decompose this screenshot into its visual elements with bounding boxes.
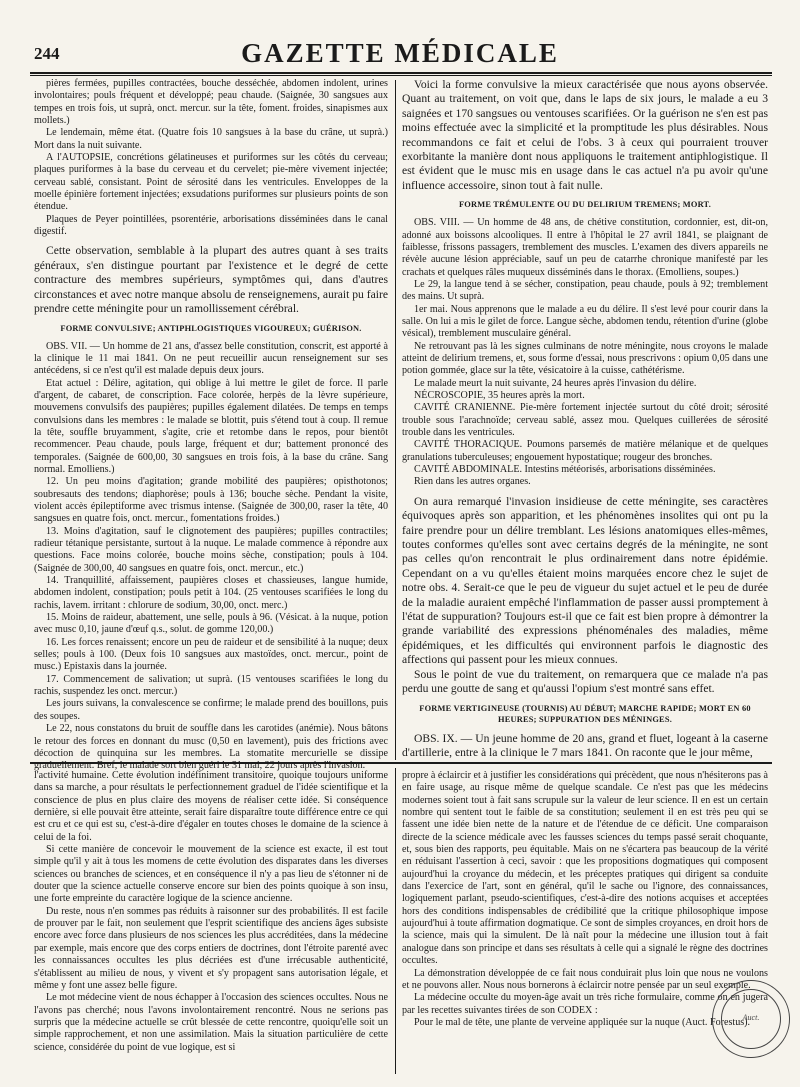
feuilleton-paragraph: La démonstration développée de ce fait nous conduirait plus loin que nous ne voulons et ne pouvons aller. Nous nous bornerons à éclaircir notre pensée par un seul exemple. bbox=[402, 967, 768, 991]
case-paragraph: pières fermées, pupilles contractées, bouche desséchée, abdomen indolent, urines involontaires; pouls fréquent et développé; peau chaude. (Saignée, 30 sangsues aux tempes en trois fois, ut suprà, onct. mercur. sur la tête, foment. froides, sinapismes aux mollets.) bbox=[34, 78, 388, 127]
feuilleton-paragraph: Du reste, nous n'en sommes pas réduits à raisonner sur des probabilités. Il est facile de prouver par le fait, non seulement que l'esprit scientifique des anciens âges subsiste encore avec force dans plusieurs de nos sciences les plus accréditées, dans la médecine par exemple, mais encore que des corps entiers de doctrines, dont l'étroite parenté avec les connaissances occultes les plus décriées est d'une irrécusable authenticité, s'établissent au milieu de nous, y vivent et s'y propagent sans autorisation légale, et même y font une assez belle figure. bbox=[34, 905, 388, 991]
commentary-paragraph: Cette observation, semblable à la plupart des autres quant à ses traits généraux, s'en distingue pourtant par l'existence et le degré de cette contracture des membres supérieurs, symptômes qui, dans d'autres circonstances et avec notre manque absolu de renseignemens, aurait pu faire prendre cette méningite pour un ramollissement cérébral. bbox=[34, 244, 388, 316]
observation-8-paragraph: NÉCROSCOPIE, 35 heures après la mort. bbox=[414, 390, 585, 402]
column-divider-upper bbox=[395, 80, 396, 760]
observation-7-paragraph: Le 22, nous constatons du bruit de souffle dans les carotides (anémie). Nous bâtons le retour des forces en donnant du musc (0,50 en lavement), puis des frictions avec décoction de quinquina sur les membres. La stomatite mercurielle se dissipe graduellement. Bref, le malade sort bien guéri le 31 mai, 22 jours après l'invasion. bbox=[34, 723, 388, 772]
lower-left-column bbox=[34, 770, 388, 1074]
journal-title: GAZETTE MÉDICALE bbox=[241, 38, 559, 68]
upper-left-column bbox=[34, 78, 388, 772]
observation-8-paragraph: CAVITÉ THORACIQUE. Poumons parsemés de matière mélanique et de quelques granulations tuberculeuses; engouement hypostatique; rougeur des bronches. bbox=[402, 439, 768, 463]
section-heading-convulsive: FORME CONVULSIVE; ANTIPHLOGISTIQUES VIGOUREUX; GUÉRISON. bbox=[60, 323, 362, 333]
observation-7-intro: OBS. VII. — Un homme de 21 ans, d'assez belle constitution, conscrit, est apporté à la clinique le 11 mai 1841. On ne peut recueillir aucun renseignement sur ses antécédens, si ce n'est qu'il est malade depuis deux jours. bbox=[34, 340, 388, 377]
commentary-paragraph: On aura remarqué l'invasion insidieuse de cette méningite, ses caractères équivoques après son apparition, et les phénomènes insolites qui ont pu la faire prendre pour un délire tremblant. Les lésions anatomiques elles-mêmes, toutes conformes qu'elles sont avec certains degrés de la méningite, ne sont pas celles qu'on rencontrait le plus ordinairement dans notre épidémie. Cependant on a vu qu'elles étaient moins marquées encore chez le sujet de notre obs. 4. Serait-ce que le peu de vigueur du sujet actuel et le peu de durée de la maladie auraient empêché l'inflammation de passer aussi promptement à l'état de suppuration? Toujours est-il que ce fait est bien propre à démontrer la grande variabilité des expressions phénoménales des maladies, même épidémiques, et les difficultés qui environnent parfois le diagnostic des affections qui passent pour les mieux connues. bbox=[402, 494, 768, 667]
section-heading-tremulente: FORME TRÉMULENTE OU DU DELIRIUM TREMENS; MORT. bbox=[458, 200, 712, 210]
observation-7-paragraph: 14. Tranquillité, affaissement, paupières closes et chassieuses, langue humide, abdomen indolent, constipation; pouls petit à 104. (25 ventouses scarifiées le long du rachis, lavem. irritant : chlorure de sodium, 30,00, onct. merc.) bbox=[34, 575, 388, 611]
observation-7-paragraph: Les jours suivans, la convalescence se confirme; le malade prend des bouillons, puis des soupes. bbox=[34, 698, 388, 722]
column-divider-lower bbox=[395, 768, 396, 1074]
feuilleton-paragraph: Pour le mal de tête, une plante de verveine appliquée sur la nuque (Auct. Forestus). bbox=[414, 1016, 751, 1028]
observation-8-paragraph: Le 29, la langue tend à se sécher, constipation, peau chaude, pouls à 92; tremblement des mains. Ut suprà. bbox=[402, 278, 768, 303]
observation-7-paragraph: Etat actuel : Délire, agitation, qui oblige à lui mettre le gilet de force. Il parle d'argent, de cabaret, de conscription. Face colorée, herpès de la lèvre supérieure, mouvemens convulsifs des paupières; pupilles également dilatées. De temps en temps convulsions dans les membres : le malade se blottit, puis s'étend tout à coup. Il remue la tête, souffle bruyamment, s'agite, crie et retombe dans le repos, pour bientôt recommencer. Peau chaude, pouls large, fréquent et dur; battement prononcé des temporales. (Saignée de 600,00, 30 sangsues en trois fois, à la base du crâne. Sang normal. Emolliens.) bbox=[34, 377, 388, 475]
header-rule-thin bbox=[30, 75, 772, 76]
commentary-paragraph: Voici la forme convulsive la mieux caractérisée que nous ayons observée. Quant au traitement, on voit que, dans le laps de six jours, le malade a eu 3 saignées et 170 sangsues ou ventouses scarifiées. Or la guérison ne s'en est pas moins effectuée avec la simplicité et la promptitude les plus désirables. Nous recommandons ce fait et celui de l'obs. 3 à ceux qui pourraient trouver exorbitante la manière dont nous appliquons le traitement antiphlogistique. Il est évident que le musc mis en usage dans le cas actuel n'a pu avoir qu'une influence accessoire, sinon tout à fait nulle. bbox=[402, 78, 768, 192]
feuilleton-paragraph: propre à éclaircir et à justifier les considérations qui précèdent, que nous n'hésiterons pas à en faire usage, au risque même de quelque scandale. Ce n'est pas que les médecins modernes soient tout à fait sans scrupule sur la valeur de leur science. Il en est un certain nombre qui sentent tout le faible de sa constitution; seulement il en est très peu qui se fassent une idée bien nette de la nature et de l'étendue de ce déficit. Une comparaison directe de la science médicale avec les fausses sciences du temps passé serait choquante, et, sous bien des rapports, peu équitable. Mais on ne s'écartera pas beaucoup de la vérité en réduisant l'assertion à ceci, savoir : que les propositions dogmatiques qui composent aujourd'hui la croyance du médecin, et les préceptes pratiques qui dirigent sa conduite dans l'exercice de l'art, sont en général, qu'il le sache ou l'ignore, des connaissances, logiquement parlant, pseudo-scientifiques, c'est-à-dire des notions acquises et acceptées hors des conditions indispensables de crédibilité que la critique philosophique impose aujourd'hui à toute affirmation dogmatique. Ce sont de simples croyances, en droit hors de la science, mais qui la simulent. De là naît pour la médecine une illusion tout à fait analogue dans son principe et dans ses résultats à celle qui a signalé le règne des doctrines occultes. bbox=[402, 770, 768, 967]
library-stamp bbox=[712, 980, 790, 1058]
stamp-text: Auct. bbox=[742, 1013, 760, 1022]
section-heading-vertigineuse: FORME VERTIGINEUSE (TOURNIS) AU DÉBUT; MARCHE RAPIDE; MORT EN 60 HEURES; SUPPURATION DES MÉNINGES. bbox=[419, 703, 751, 724]
observation-8-paragraph: CAVITÉ ABDOMINALE. Intestins météorisés, arborisations disséminées. bbox=[414, 464, 716, 476]
observation-8-paragraph: CAVITÉ CRANIENNE. Pie-mère fortement injectée surtout du côté droit; sérosité trouble sous l'arachnoïde; cerveau sablé, assez mou. Quelques cuillerées de sérosité trouble dans les ventricules. bbox=[402, 402, 768, 439]
observation-8-paragraph: Le malade meurt la nuit suivante, 24 heures après l'invasion du délire. bbox=[414, 377, 697, 389]
upper-right-column bbox=[402, 78, 768, 760]
feuilleton-paragraph: l'activité humaine. Cette évolution indéfiniment transitoire, quoique toujours uniforme dans sa marche, a pour résultats le perfectionnement graduel de l'idée scientifique et la conscience de plus en plus claire des moyens de réaliser cette idée. Si conséquence dernière, si elle pouvait être atteinte, serait faire disparaître toute différence entre ce qui est cru et ce qui est su, c'est-à-dire d'égaler en toutes choses le domaine de la science à celui de la foi. bbox=[34, 770, 388, 843]
case-paragraph: Le lendemain, même état. (Quatre fois 10 sangsues à la base du crâne, ut suprà.) Mort dans la nuit suivante. bbox=[34, 127, 388, 151]
feuilleton-paragraph: La médecine occulte du moyen-âge avait un très riche formulaire, comme on en jugera par les recettes suivantes tirées de son CODEX : bbox=[402, 992, 768, 1016]
feuilleton-paragraph: Le mot médecine vient de nous échapper à l'occasion des sciences occultes. Nous ne l'avons pas cherché; nous l'avons involontairement rencontré. Nous ne serions pas surpris que la médecine actuelle se crût blessée de cette rencontre, quoiqu'elle soit un simple rapprochement, et non une assimilation. Mais la situation particulière de cette science, considérée du point de vue logique, est si bbox=[34, 992, 388, 1053]
autopsy-paragraph: Plaques de Peyer pointillées, psorentérie, arborisations disséminées dans le canal digestif. bbox=[34, 213, 388, 238]
header-rule bbox=[30, 72, 772, 74]
observation-7-paragraph: 17. Commencement de salivation; ut suprà. (15 ventouses scarifiées le long du rachis, suspendez les onct. mercur.) bbox=[34, 673, 388, 698]
observation-8-paragraph: Ne retrouvant pas là les signes culminans de notre méningite, nous croyons le malade atteint de delirium tremens, et, sous forme d'essai, nous prescrivons : opium 0,05 dans une potion gommée, glace sur la tête, vésicatoire à la cuisse, cathétérisme. bbox=[402, 340, 768, 377]
observation-7-paragraph: 13. Moins d'agitation, sauf le clignotement des paupières; pupilles contractiles; radieur tétanique persistante, surtout à la nuque. Le malade commence à répondre aux questions. Face moins colorée, bouche moins sèche, constipation; pouls à 104. (Saignée de 300,00, 40 sangsues en quatre fois, onct. mercur., etc.) bbox=[34, 525, 388, 574]
observation-8-paragraph: 1er mai. Nous apprenons que le malade a eu du délire. Il s'est levé pour courir dans la salle. On lui a mis le gilet de force. Langue sèche, abdomen tendu, rétention d'urine (globe vésical), tremblement musculaire général. bbox=[402, 303, 768, 340]
observation-8-paragraph: Rien dans les autres organes. bbox=[414, 476, 531, 488]
observation-7-paragraph: 16. Les forces renaissent; encore un peu de raideur et de sensibilité à la nuque; deux selles; pouls à 100. (Deux fois 10 sangsues aux mastoïdes, onct. mercur., point de musc.) Epistaxis dans la journée. bbox=[34, 636, 388, 673]
feuilleton-paragraph: Si cette manière de concevoir le mouvement de la science est exacte, il est tout simple qu'il y ait à tous les momens de cette évolution des disparates dans les diverses sciences ou branches de sciences, et en conséquence il n'y a pas lieu de s'étonner ni de douter que la science actuelle conserve encore sur bien des points quoique à son insu, une forte empreinte du caractère logique de la science ancienne. bbox=[34, 844, 388, 905]
observation-7-paragraph: 15. Moins de raideur, abattement, une selle, pouls à 96. (Vésicat. à la nuque, potion avec musc 0,10, jaune d'œuf q.s., solut. de gomme 120,00.) bbox=[34, 612, 388, 636]
observation-9-intro: OBS. IX. — Un jeune homme de 20 ans, grand et fluet, logeant à la caserne d'artillerie, entre à la clinique le 7 mars 1841. On raconte que le jour même, bbox=[402, 731, 768, 759]
observation-7-paragraph: 12. Un peu moins d'agitation; grande mobilité des paupières; opisthotonos; soubresauts des tendons; diaphorèse; pouls à 136; bouche sèche. Pendant la visite, violent accès épileptiforme avec trismus intense. (Saignée de 300,00, raser la tête, 40 sangsues en quatre fois, onct. mercur., fomentations froides.) bbox=[34, 476, 388, 525]
autopsy-paragraph: A l'AUTOPSIE, concrétions gélatineuses et puriformes sur les côtés du cerveau; plaques puriformes à la base du cerveau et du cervelet; pie-mère vivement injectée; cerveau sablé, consistant. Point de sérosité dans les ventricules. Enveloppes de la moelle épinière fortement injectées; exsudations puriformes sur plusieurs points de son étendue. bbox=[34, 152, 388, 213]
commentary-paragraph: Sous le point de vue du traitement, on remarquera que ce malade n'a pas perdu une goutte de sang et qu'aussi l'opium s'est montré sans effet. bbox=[402, 667, 768, 696]
page-number: 244 bbox=[34, 44, 60, 63]
observation-8-intro: OBS. VIII. — Un homme de 48 ans, de chétive constitution, cordonnier, est, dit-on, adonné aux boissons alcooliques. Il entre à l'hôpital le 27 avril 1841, se plaignant de faiblesse, frissons passagers, tremblement des muscles. L'examen des divers appareils ne révèle aucune lésion appréciable, sauf un peu de catarrhe chronique manifesté par les crachats et quelques râles muqueux disséminés dans le thorax. (Emolliens, soupes.) bbox=[402, 217, 768, 278]
